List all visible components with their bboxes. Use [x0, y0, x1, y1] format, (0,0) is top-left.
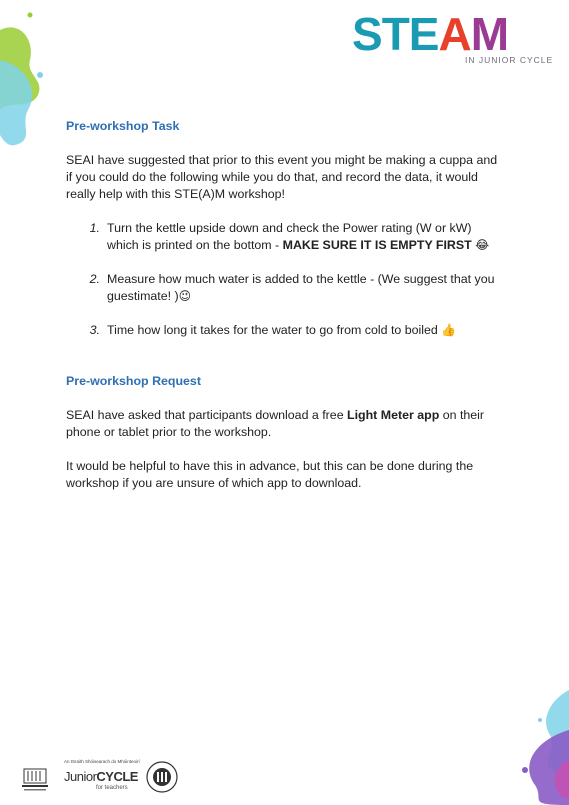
brand-junior: Junior	[64, 769, 97, 784]
paint-splash-bottom-right	[480, 690, 569, 805]
logo-letter-a: A	[438, 8, 471, 60]
request-paragraph-2: It would be helpful to have this in advance, but this can be done during the workshop if you are unsure of which app to download.	[66, 459, 474, 490]
item-text: Measure how much water is added to the kettle - (We suggest that you guestimate! )	[107, 272, 495, 303]
list-item	[66, 220, 506, 254]
item-text: Time how long it takes for the water to go from cold to boiled	[107, 323, 438, 337]
list-item	[66, 271, 506, 305]
svg-text:STEAM	[352, 8, 508, 60]
logo-letter-s: S	[352, 8, 382, 60]
list-text	[107, 220, 506, 254]
winking-emoji-icon: 😉	[178, 289, 192, 303]
junior-cycle-subtitle: for teachers	[96, 785, 128, 791]
department-crest-icon	[20, 765, 50, 793]
logo-subtitle: IN JUNIOR CYCLE	[465, 55, 554, 65]
circular-emblem-icon	[146, 761, 178, 793]
thumbs-up-emoji-icon: 👍	[441, 323, 457, 337]
junior-cycle-logo	[64, 769, 138, 784]
list-number: 2.	[89, 272, 100, 286]
request-heading: Pre-workshop Request	[66, 374, 201, 388]
task-heading: Pre-workshop Task	[66, 119, 180, 133]
logo-letter-t: T	[381, 8, 409, 60]
list-item	[66, 322, 506, 339]
laughing-emoji-icon: 😂	[475, 238, 490, 252]
item-text: Turn the kettle upside down and check the Power rating (W or kW) which is printed on the bottom -	[107, 221, 472, 252]
paint-splash-top-left	[0, 0, 60, 150]
footer-logos	[20, 757, 190, 797]
light-meter-app-name: Light Meter app	[347, 408, 440, 422]
brand-cycle: CYCLE	[96, 769, 138, 784]
request-text: on their phone or tablet prior to the workshop.	[66, 408, 485, 439]
request-text: SEAI have asked that participants download a free	[66, 408, 348, 422]
list-number: 3.	[89, 323, 100, 337]
document-body	[66, 118, 506, 492]
list-text	[107, 322, 506, 339]
logo-letter-e: E	[408, 8, 439, 60]
task-list	[66, 220, 506, 339]
item-warning: MAKE SURE IT IS EMPTY FIRST	[282, 238, 472, 252]
request-paragraph-1	[66, 407, 506, 441]
junior-cycle-tagline: An tSraith Shóisearach do Mhúinteoirí	[64, 759, 140, 764]
logo-letter-m: M	[470, 8, 509, 60]
task-intro: SEAI have suggested that prior to this event you might be making a cuppa and if you could do the following while you do that, and record the data, it would really help with this STE(A)M workshop!	[66, 153, 498, 201]
list-text	[107, 271, 506, 305]
list-number: 1.	[89, 221, 100, 235]
